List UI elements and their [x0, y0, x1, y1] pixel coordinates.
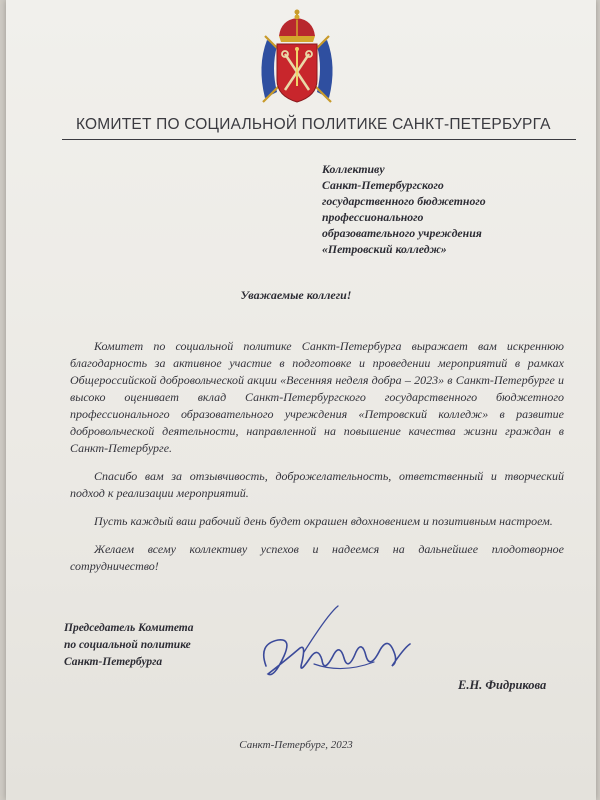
letter-page — [6, 0, 596, 800]
recipient-line: «Петровский колледж» — [322, 242, 447, 256]
body-paragraph: Комитет по социальной политике Санкт-Петербурга выражает вам искреннюю благодарность за активное участие в подготовке и проведении мероприятий в рамках Общероссийской добровольческой акции «Весенняя неделя добра – 2023» в Санкт-Петербурге и высоко оценивает вклад Санкт-Петербургского государственного бюджетного профессионального образовательного учреждения «Петровский колледж» в развитие добровольческой деятельности, направленной на повышение качества жизни граждан в Санкт-Петербурге. — [70, 339, 564, 455]
signatory-title-line: Председатель Комитета — [64, 622, 194, 634]
letter-body — [70, 338, 564, 586]
header-divider — [62, 139, 576, 140]
body-paragraph: Спасибо вам за отзывчивость, доброжелательность, ответственный и творческий подход к реализации мероприятий. — [70, 469, 564, 500]
place-and-year: Санкт-Петербург, 2023 — [239, 739, 353, 751]
signatory-title — [64, 620, 254, 671]
body-paragraph: Желаем всему коллективу успехов и надеемся на дальнейшее плодотворное сотрудничество! — [70, 542, 564, 573]
coat-of-arms-emblem — [249, 6, 345, 110]
signatory-title-line: Санкт-Петербурга — [64, 656, 163, 668]
greeting: Уважаемые коллеги! — [240, 288, 352, 302]
recipient-line: Санкт-Петербургского — [322, 178, 444, 192]
body-paragraph: Пусть каждый ваш рабочий день будет окрашен вдохновением и позитивным настроем. — [94, 514, 553, 528]
recipient-block — [322, 161, 582, 257]
recipient-line: Коллективу — [322, 162, 385, 176]
handwritten-signature — [244, 604, 414, 696]
signer-name: Е.Н. Фидрикова — [458, 678, 547, 692]
recipient-line: профессионального — [322, 210, 424, 224]
recipient-line: образовательного учреждения — [322, 226, 482, 240]
recipient-line: государственного бюджетного — [322, 194, 486, 208]
signatory-title-line: по социальной политике — [64, 639, 191, 651]
committee-heading: КОМИТЕТ ПО СОЦИАЛЬНОЙ ПОЛИТИКЕ САНКТ-ПЕТЕРБУРГА — [76, 116, 551, 133]
